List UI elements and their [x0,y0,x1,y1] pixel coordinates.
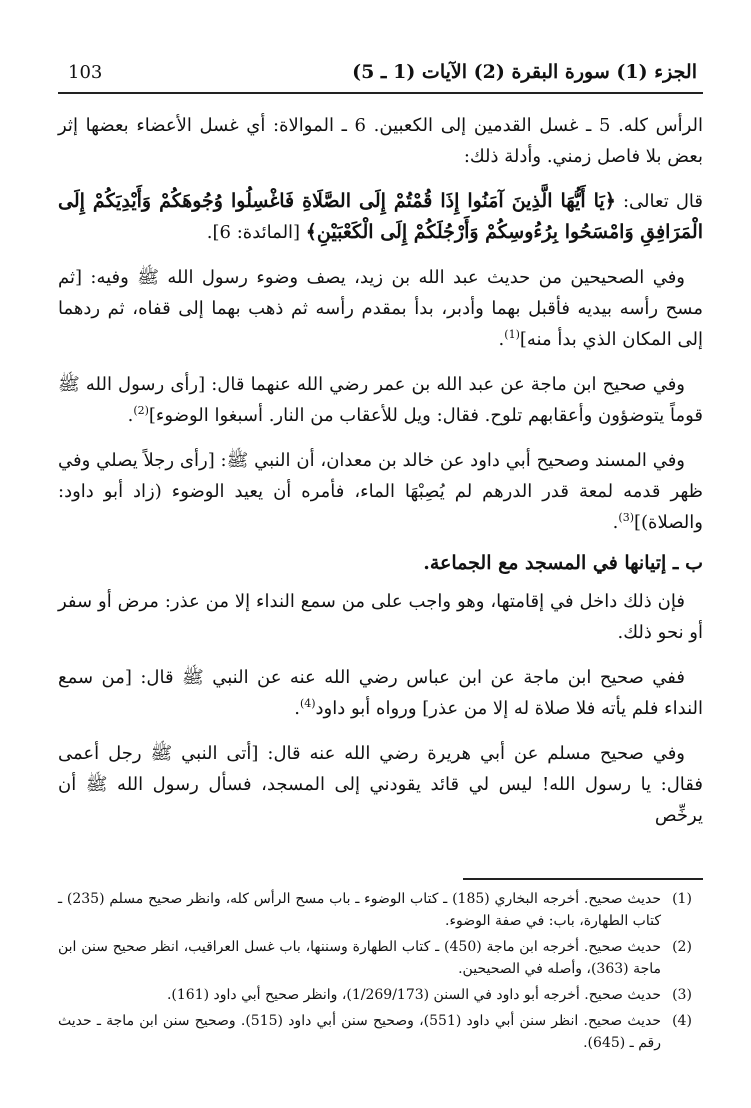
footnotes [58,888,703,1058]
paragraph-text: ففي صحيح ابن ماجة عن ابن عباس رضي الله عنه عن النبي ﷺ قال: [من سمع النداء فلم يأته فلا صلاة له إلا من عذر] ورواه أبو داود [58,667,703,719]
footnote-ref-4[interactable]: (4) [299,697,316,710]
paragraph-hadith-khalid-madan: وفي المسند وصحيح أبي داود عن خالد بن معدان، أن النبي ﷺ: [رأى رجلاً يصلي وفي ظهر قدمه لمعة قدر الدرهم لم يُصِبْهَا الماء، فأمره أن يعيد الوضوء (زاد أبو داود: والصلاة)]$^{(3)}$. [58,450,704,533]
paragraph-hadith-ibn-umar: وفي صحيح ابن ماجة عن عبد الله بن عمر رضي الله عنهما قال: [رأى رسول الله ﷺ قوماً يتوضؤون وأعقابهم تلوح. فقال: ويل للأعقاب من النار. أسبغوا الوضوء]$^{(2)}$. [58,374,703,426]
footnote [58,936,703,980]
paragraph-text: وفي صحيح مسلم عن أبي هريرة رضي الله عنه قال: [أتى النبي ﷺ رجل أعمى فقال: يا رسول الله! ليس لي قائد يقودني إلى المسجد، فسأل رسول الله ﷺ أن يرخِّص [58,743,703,826]
book-page [58,40,703,1080]
footnote-ref-1[interactable]: (1) [504,328,520,341]
footnote-number: (3) [672,987,692,1003]
footnote-number: (2) [672,939,692,955]
footnote [58,888,703,932]
verse-reference: [المائدة: 6]. [206,222,306,243]
paragraph-hadith-ibn-abbas: ففي صحيح ابن ماجة عن ابن عباس رضي الله عنه عن النبي ﷺ قال: [من سمع النداء فلم يأته فلا صلاة له إلا من عذر] ورواه أبو داود$^{(4)}$. [58,667,703,719]
paragraph-hadith-abdullah-zaid: وفي الصحيحين من حديث عبد الله بن زيد، يصف وضوء رسول الله ﷺ وفيه: [ثم مسح رأسه بيديه فأقبل بهما وأدبر، بدأ بمقدم رأسه ثم ذهب بهما إلى قفاه، ثم ردهما إلى المكان الذي بدأ منه]$^{(1)}$. [58,267,703,350]
paragraph-text: وفي الصحيحين من حديث عبد الله بن زيد، يصف وضوء رسول الله ﷺ وفيه: [ثم مسح رأسه بيديه فأقبل بهما وأدبر، بدأ بمقدم رأسه ثم ذهب بهما إلى قفاه، ثم ردهما إلى المكان الذي بدأ منه] [58,267,703,350]
footnote-number: (1) [672,891,692,907]
paragraph-text: فإن ذلك داخل في إقامتها، وهو واجب على من سمع النداء إلا من عذر: مرض أو سفر أو نحو ذلك. [58,591,703,643]
footnote-text: حديث صحيح. أخرجه أبو داود في السنن (1/269/173)، وانظر صحيح أبي داود (161). [166,987,661,1003]
main-text [58,110,703,845]
page-number: 103 [68,61,103,83]
footnote [58,1010,703,1054]
section-heading: ب ـ إتيانها في المسجد مع الجماعة. [423,552,703,574]
footnote-number: (4) [672,1013,692,1029]
quran-verse: ﴿يَا أَيُّهَا الَّذِينَ آمَنُوا إِذَا قُمْتُمْ إِلَى الصَّلَاةِ فَاغْسِلُوا وُجُوهَكُمْ وَأَيْدِيَكُمْ إِلَى الْمَرَافِقِ وَامْسَحُوا بِرُءُوسِكُمْ وَأَرْجُلَكُمْ إِلَى الْكَعْبَيْنِ﴾ [58,190,703,243]
paragraph-hadith-abu-hurayra [58,738,703,831]
paragraph-quran-verse [58,186,703,248]
footnote-ref-2[interactable]: (2) [133,404,149,417]
paragraph-wudu-conditions [58,110,703,172]
footnote-ref-3[interactable]: (3) [618,511,634,524]
paragraph-text: الرأس كله. 5 ـ غسل القدمين إلى الكعبين. 6 ـ الموالاة: أي غسل الأعضاء بعضها إثر بعض بلا فاصل زمني. وأدلة ذلك: [58,115,704,167]
running-title: الجزء (1) سورة البقرة (2) الآيات (1 ـ 5) [352,61,697,83]
paragraph-text: وفي المسند وصحيح أبي داود عن خالد بن معدان، أن النبي ﷺ: [رأى رجلاً يصلي وفي ظهر قدمه لمعة قدر الدرهم لم يُصِبْهَا الماء، فأمره أن يعيد الوضوء (زاد أبو داود: والصلاة)] [58,450,704,533]
page-header [58,52,703,94]
verse-intro: قال تعالى: [615,191,703,212]
footnote-text: حديث صحيح. انظر سنن أبي داود (551)، وصحيح سنن أبي داود (515). وصحيح سنن ابن ماجة ـ حديث رقم ـ (645). [58,1013,661,1051]
footnote-divider [463,878,703,880]
paragraph-congregation [58,586,703,648]
paragraph-text: وفي صحيح ابن ماجة عن عبد الله بن عمر رضي الله عنهما قال: [رأى رسول الله ﷺ قوماً يتوضؤون وأعقابهم تلوح. فقال: ويل للأعقاب من النار. أسبغوا الوضوء] [58,374,703,426]
footnote-text: حديث صحيح. أخرجه البخاري (185) ـ كتاب الوضوء ـ باب مسح الرأس كله، وانظر صحيح مسلم (235) ـ كتاب الطهارة، باب: في صفة الوضوء. [58,891,661,929]
footnote [58,984,703,1006]
footnote-text: حديث صحيح. أخرجه ابن ماجة (450) ـ كتاب الطهارة وسننها، باب غسل العراقيب، انظر صحيح سنن ابن ماجة (363)، وأصله في الصحيحين. [58,939,661,977]
